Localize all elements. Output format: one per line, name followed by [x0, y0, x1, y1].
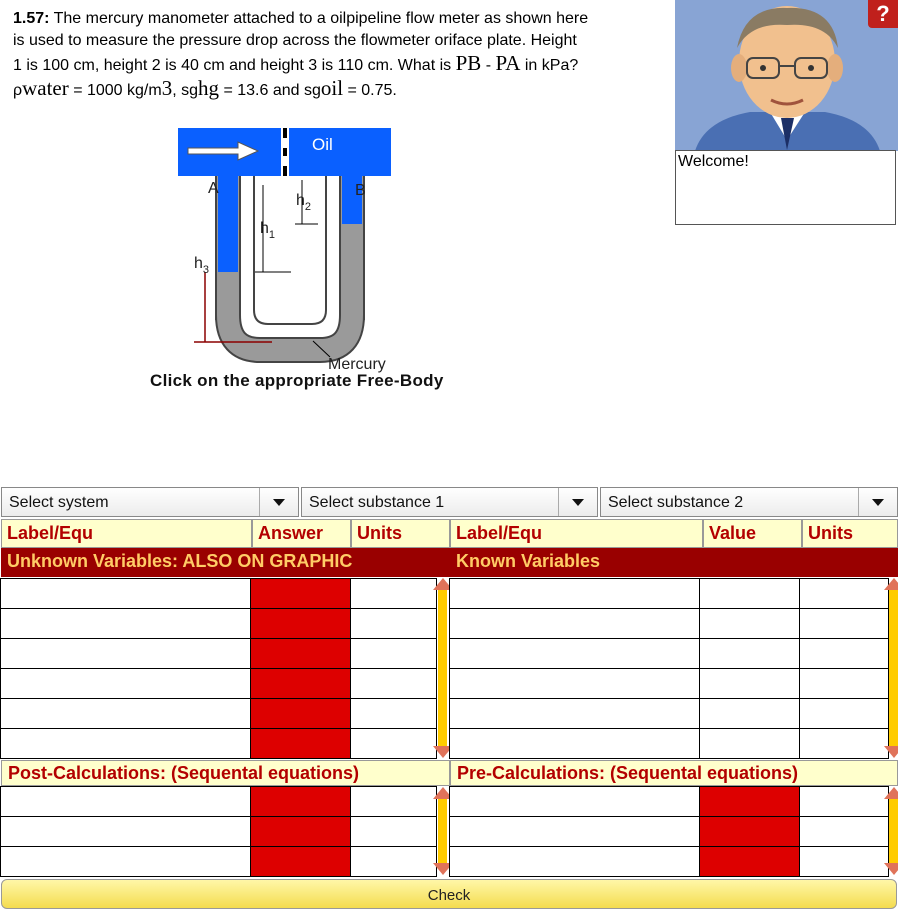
problem-line-3-end: in kPa?: [520, 57, 579, 74]
table-row: [1, 579, 437, 609]
oil-label: Oil: [312, 135, 333, 154]
answer-cell[interactable]: [251, 729, 351, 759]
known-scroll-down-icon[interactable]: [884, 746, 898, 758]
label-cell[interactable]: [1, 787, 251, 817]
free-body-prompt: Click on the appropriate Free-Body: [150, 371, 444, 390]
units-cell[interactable]: [800, 787, 889, 817]
table-row: [1, 817, 437, 847]
h3-label: $h_3$: [194, 255, 210, 276]
answer-cell[interactable]: [251, 639, 351, 669]
known-scroll-up-icon[interactable]: [884, 578, 898, 590]
label-cell[interactable]: [1, 699, 251, 729]
table-row: [450, 729, 889, 759]
oil-word: oil: [320, 76, 344, 100]
rho-symbol: ρ: [13, 82, 23, 99]
substance2-select[interactable]: [600, 487, 898, 517]
col-header-units: Units: [351, 519, 450, 548]
problem-line-1: The mercury manometer attached to a oilpipeline flow meter as shown here: [53, 10, 589, 27]
value-cell[interactable]: [700, 787, 800, 817]
pre-scroll-down-icon[interactable]: [884, 863, 898, 875]
answer-cell[interactable]: [251, 699, 351, 729]
label-cell[interactable]: [450, 609, 700, 639]
table-row: [450, 817, 889, 847]
density-text: = 1000 kg/m: [68, 82, 162, 99]
post-calculations-header: Post-Calculations: (Sequental equations): [1, 760, 450, 786]
table-row: [450, 787, 889, 817]
units-cell[interactable]: [351, 669, 437, 699]
label-cell[interactable]: [450, 639, 700, 669]
label-cell[interactable]: [1, 669, 251, 699]
chevron-down-icon[interactable]: [558, 488, 597, 516]
units-cell[interactable]: [351, 609, 437, 639]
units-cell[interactable]: [800, 817, 889, 847]
known-variables-table: [449, 578, 889, 759]
system-select-value: Select system: [9, 494, 109, 511]
sg-text: , sg: [172, 82, 198, 99]
unknown-variables-header: Unknown Variables: ALSO ON GRAPHIC: [1, 548, 450, 577]
table-row: [450, 699, 889, 729]
table-row: [1, 669, 437, 699]
col-header-answer: Answer: [252, 519, 351, 548]
h1-label: $h_1$: [260, 220, 276, 241]
help-button[interactable]: ?: [868, 0, 898, 28]
pb-symbol: PB: [455, 51, 482, 75]
answer-cell[interactable]: [251, 787, 351, 817]
minus-sign: -: [481, 57, 496, 74]
units-cell[interactable]: [800, 579, 889, 609]
label-cell[interactable]: [450, 669, 700, 699]
substance1-select-value: Select substance 1: [309, 494, 445, 511]
substance2-select-value: Select substance 2: [608, 494, 744, 511]
label-cell[interactable]: [450, 847, 700, 877]
label-cell[interactable]: [1, 729, 251, 759]
point-a-label: A: [208, 180, 219, 197]
unknown-variables-table: [0, 578, 437, 759]
value-cell[interactable]: [700, 639, 800, 669]
label-cell[interactable]: [450, 729, 700, 759]
mercury-label: Mercury: [328, 356, 386, 373]
pa-symbol: PA: [495, 51, 521, 75]
answer-cell[interactable]: [251, 669, 351, 699]
value-cell[interactable]: [700, 579, 800, 609]
tutor-avatar: [675, 0, 898, 151]
tutor-portrait-icon: [675, 0, 898, 151]
problem-line-3: 1 is 100 cm, height 2 is 40 cm and height 3 is 110 cm. What is: [13, 57, 456, 74]
manometer-diagram[interactable]: [150, 120, 550, 400]
problem-line-2: is used to measure the pressure drop across the flowmeter oriface plate. Height: [13, 32, 577, 49]
units-cell[interactable]: [351, 639, 437, 669]
post-scrollbar[interactable]: [438, 799, 447, 863]
problem-statement: [13, 8, 668, 102]
value-cell[interactable]: [700, 609, 800, 639]
label-cell[interactable]: [1, 639, 251, 669]
units-cell[interactable]: [800, 639, 889, 669]
answer-cell[interactable]: [251, 847, 351, 877]
table-row: [450, 579, 889, 609]
post-calculations-table: [0, 786, 437, 877]
answer-cell[interactable]: [251, 579, 351, 609]
table-row: [1, 639, 437, 669]
label-cell[interactable]: [1, 847, 251, 877]
label-cell[interactable]: [1, 817, 251, 847]
table-row: [1, 729, 437, 759]
system-select[interactable]: [1, 487, 299, 517]
table-row: [1, 847, 437, 877]
units-cell[interactable]: [800, 669, 889, 699]
label-cell[interactable]: [1, 609, 251, 639]
units-cell[interactable]: [351, 817, 437, 847]
sg-oil-value: = 0.75.: [343, 82, 397, 99]
value-cell[interactable]: [700, 729, 800, 759]
units-cell[interactable]: [351, 729, 437, 759]
units-cell[interactable]: [351, 579, 437, 609]
pre-calculations-table: [449, 786, 889, 877]
point-b-label: B: [355, 182, 366, 199]
value-cell[interactable]: [700, 847, 800, 877]
units-cell[interactable]: [351, 847, 437, 877]
units-cell[interactable]: [800, 847, 889, 877]
table-row: [450, 609, 889, 639]
col-header-label-equ: Label/Equ: [1, 519, 252, 548]
label-cell[interactable]: [1, 579, 251, 609]
label-cell[interactable]: [450, 579, 700, 609]
col-header-units-known: Units: [802, 519, 898, 548]
problem-number: 1.57:: [13, 10, 50, 27]
pre-calculations-header: Pre-Calculations: (Sequental equations): [450, 760, 898, 786]
col-header-value: Value: [703, 519, 802, 548]
tutor-message: Welcome!: [675, 150, 896, 225]
h2-label: $h_2$: [296, 192, 312, 213]
label-cell[interactable]: [450, 787, 700, 817]
answer-cell[interactable]: [251, 609, 351, 639]
value-cell[interactable]: [700, 817, 800, 847]
value-cell[interactable]: [700, 669, 800, 699]
known-variables-header: Known Variables: [450, 548, 898, 577]
table-row: [450, 669, 889, 699]
oil-left-leg[interactable]: [218, 176, 238, 272]
chevron-down-icon[interactable]: [858, 488, 897, 516]
units-cell[interactable]: [351, 699, 437, 729]
table-row: [1, 609, 437, 639]
col-header-label-equ-known: Label/Equ: [450, 519, 703, 548]
unknown-scrollbar[interactable]: [438, 590, 447, 746]
table-row: [450, 847, 889, 877]
label-cell[interactable]: [450, 817, 700, 847]
known-scrollbar[interactable]: [889, 590, 898, 746]
check-button[interactable]: Check: [1, 879, 897, 909]
pre-scroll-up-icon[interactable]: [884, 787, 898, 799]
cubed: 3: [161, 76, 173, 100]
table-row: [450, 639, 889, 669]
value-cell[interactable]: [700, 699, 800, 729]
label-cell[interactable]: [450, 699, 700, 729]
answer-cell[interactable]: [251, 817, 351, 847]
pre-scrollbar[interactable]: [889, 799, 898, 863]
chevron-down-icon[interactable]: [259, 488, 298, 516]
water-word: water: [22, 76, 69, 100]
units-cell[interactable]: [351, 787, 437, 817]
hg-word: hg: [198, 76, 219, 100]
table-row: [1, 699, 437, 729]
substance1-select[interactable]: [301, 487, 598, 517]
units-cell[interactable]: [800, 609, 889, 639]
units-cell[interactable]: [800, 699, 889, 729]
units-cell[interactable]: [800, 729, 889, 759]
table-row: [1, 787, 437, 817]
sg-oil-text: = 13.6 and sg: [219, 82, 321, 99]
